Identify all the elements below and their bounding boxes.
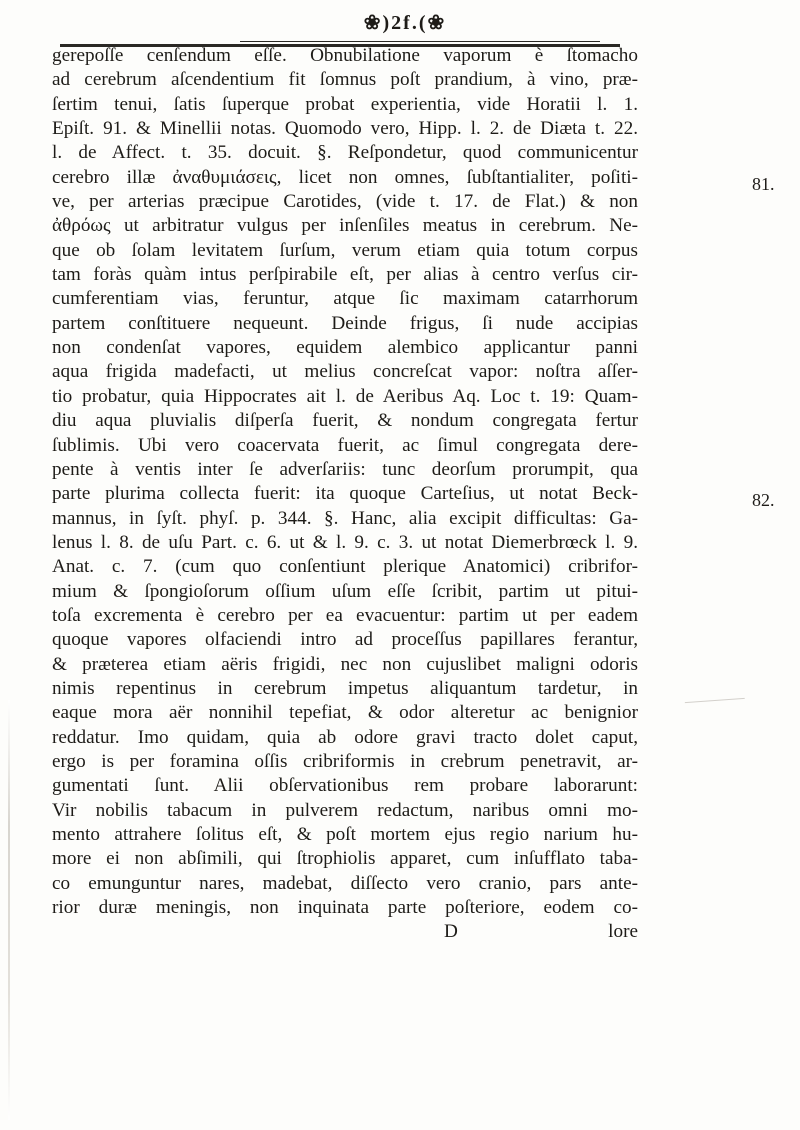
- text-line: reddatur. Imo quidam, quia ab odore gravi tracto dolet caput,: [52, 726, 638, 748]
- text-line: & præterea etiam aëris frigidi, nec non cujuslibet maligni odoris: [52, 653, 638, 675]
- text-line: partem conſtituere nequeunt. Deinde frigus, ſi nude accipias: [52, 312, 638, 334]
- text-line: Anat. c. 7. (cum quo conſentiunt plerique Anatomici) cribrifor-: [52, 556, 638, 578]
- text-line: diu aqua pluvialis diſperſa fuerit, & nondum congregata fertur: [52, 410, 638, 432]
- header-ornament: ❀)2f.(❀: [363, 12, 447, 34]
- text-line: quoque vapores olfaciendi intro ad proceſſus papillares ferantur,: [52, 629, 638, 651]
- text-line: gerepoſſe cenſendum eſſe. Obnubilatione vaporum è ſtomacho: [52, 45, 638, 66]
- text-line: tam foràs quàm intus perſpirabile eſt, per alias à centro verſus cir-: [52, 264, 638, 286]
- text-line: mium & ſpongioſorum oſſium uſum eſſe ſcribit, partim ut pitui-: [52, 580, 638, 602]
- text-line: cumferentiam vias, feruntur, atque ſic maximam catarrhorum: [52, 288, 638, 310]
- text-line: l. de Affect. t. 35. docuit. §. Reſpondetur, quod communicentur: [52, 142, 638, 164]
- text-line: pente à ventis inter ſe adverſariis: tunc deorſum prorumpit, qua: [52, 458, 638, 480]
- scan-smudge-mark: [685, 698, 745, 709]
- text-line: ad cerebrum aſcendentium fit ſomnus poſt prandium, à vino, præ-: [52, 69, 638, 91]
- text-line: que ob ſolam levitatem ſurſum, verum etiam quia totum corpus: [52, 239, 638, 261]
- text-line: non condenſat vapores, equidem alembico applicantur panni: [52, 337, 638, 359]
- text-line: Vir nobilis tabacum in pulverem redactum, naribus omni mo-: [52, 799, 638, 821]
- text-line: toſa excrementa è cerebro per ea evacuentur: partim ut per eadem: [52, 604, 638, 626]
- text-line: mento attrahere ſolitus eſt, & poſt mortem ejus regio narium hu-: [52, 824, 638, 845]
- text-line: tio probatur, quia Hippocrates ait l. de Aeribus Aq. Loc t. 19: Quam-: [52, 385, 638, 407]
- text-line: co emunguntur nares, madebat, diſſecto vero cranio, pars ante-: [52, 872, 638, 894]
- page-header: [0, 10, 800, 36]
- text-line: gumentati ſunt. Alii obſervationibus rem probare laborarunt:: [52, 775, 638, 797]
- text-line: ſertim tenui, ſatis ſuperque probat experientia, vide Horatii l. 1.: [52, 93, 638, 115]
- catchword: lore: [608, 921, 638, 942]
- margin-number-82: 82.: [752, 490, 775, 510]
- text-line: more ei non abſimili, qui ſtrophiolis apparet, cum inſufflato taba-: [52, 848, 638, 870]
- text-line: nimis repentinus in cerebrum impetus aliquantum tardetur, in: [52, 677, 638, 699]
- text-line: mannus, in ſyſt. phyſ. p. 344. §. Hanc, alia excipit difficultas: Ga-: [52, 507, 638, 529]
- text-line: Epiſt. 91. & Minellii notas. Quomodo vero, Hipp. l. 2. de Diæta t. 22.: [52, 118, 638, 140]
- text-line: rior duræ meningis, non inquinata parte poſteriore, eodem co-: [52, 897, 638, 919]
- text-line: eaque mora aër nonnihil tepefiat, & odor alteretur ac benignior: [52, 702, 638, 724]
- footer-line: [52, 920, 690, 944]
- text-line: lenus l. 8. de uſu Part. c. 6. ut & l. 9. c. 3. ut notat Diemerbrœck l. 9.: [52, 531, 638, 553]
- text-line: ve, per arterias præcipue Carotides, (vide t. 17. de Flat.) & non: [52, 191, 638, 213]
- text-line: parte plurima collecta fuerit: ita quoque Carteſius, ut notat Beck-: [52, 483, 638, 505]
- text-line: ἀθρόως ut arbitratur vulgus per inſenſiles meatus in cerebrum. Ne-: [52, 215, 638, 237]
- text-line: ſublimis. Ubi vero coacervata fuerit, ac ſimul congregata dere-: [52, 434, 638, 456]
- scan-edge-shadow: [8, 700, 10, 1120]
- body-text: [52, 44, 638, 920]
- margin-number-81: 81.: [752, 174, 775, 194]
- text-line: ergo is per foramina oſſis cribriformis in crebrum penetravit, ar-: [52, 750, 638, 772]
- text-line: aqua frigida madefacti, ut melius concreſcat vapor: noſtra aſſer-: [52, 361, 638, 383]
- signature-mark: D: [444, 921, 458, 942]
- header-rule-thin: [240, 41, 600, 42]
- text-line: cerebro illæ ἀναθυμιάσεις, licet non omnes, ſubſtantialiter, poſiti-: [52, 166, 638, 188]
